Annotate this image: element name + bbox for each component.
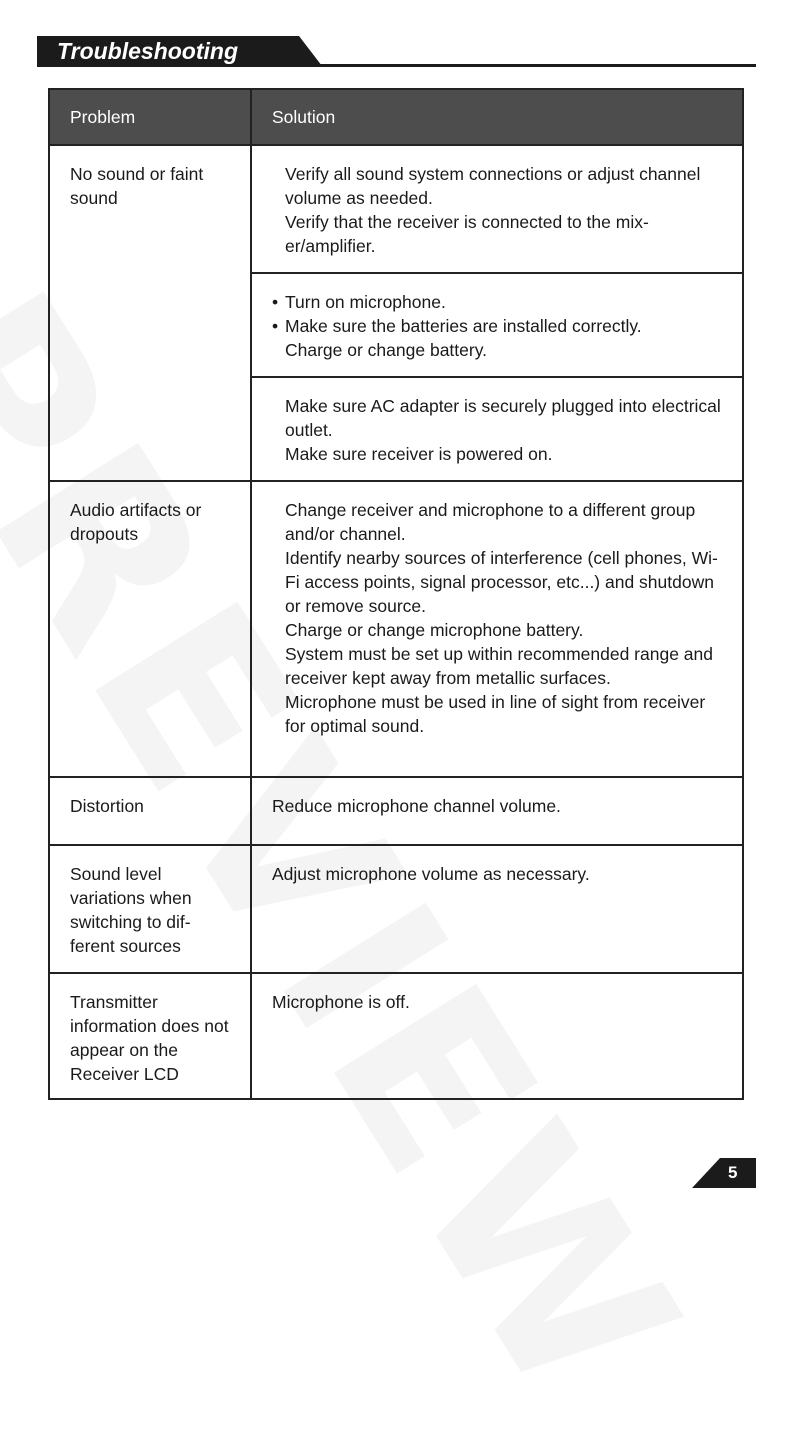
solution-item: Microphone must be used in line of sight from receiver for optimal sound. (285, 692, 706, 736)
table-row (49, 777, 743, 845)
table-row (49, 973, 743, 1099)
solution-item: Identify nearby sources of interference (cell phones, Wi-Fi access points, signal processor, etc...) and shutdown or remove source. (285, 548, 718, 616)
solution-cell (251, 273, 743, 377)
solution-item: Change receiver and microphone to a different group and/or channel. (285, 500, 696, 544)
solution-item: Charge or change microphone battery. (285, 620, 584, 640)
problem-cell: Transmitter information does not appear on the Receiver LCD (49, 973, 251, 1099)
problem-cell: No sound or faint sound (49, 145, 251, 481)
column-header-problem: Problem (49, 89, 251, 145)
solution-cell (251, 481, 743, 777)
solution-item: Make sure receiver is powered on. (285, 444, 553, 464)
page-number: 5 (728, 1163, 738, 1182)
solution-cell: Reduce microphone channel volume. (251, 777, 743, 845)
solution-item: • Make sure the batteries are installed correctly. (285, 314, 728, 338)
table-row (49, 481, 743, 777)
solution-item: Make sure AC adapter is securely plugged into electrical outlet. (285, 396, 721, 440)
section-title: Troubleshooting (57, 38, 239, 64)
table-header-row (49, 89, 743, 145)
problem-cell: Sound level variations when switching to dif-ferent sources (49, 845, 251, 973)
solution-item: Charge or change battery. (285, 340, 488, 360)
solution-cell (251, 145, 743, 273)
solution-item: System must be set up within recommended range and receiver kept away from metallic surfaces. (285, 644, 713, 688)
solution-item: • Turn on microphone. (285, 290, 728, 314)
table-row (49, 845, 743, 973)
problem-cell: Distortion (49, 777, 251, 845)
table-row (49, 145, 743, 273)
solution-cell (251, 377, 743, 481)
column-header-solution: Solution (251, 89, 743, 145)
problem-cell: Audio artifacts or dropouts (49, 481, 251, 777)
solution-item: Verify all sound system connections or adjust channel volume as needed. (285, 164, 701, 208)
solution-cell: Adjust microphone volume as necessary. (251, 845, 743, 973)
troubleshooting-table (48, 88, 744, 1100)
solution-cell: Microphone is off. (251, 973, 743, 1099)
solution-item: Verify that the receiver is connected to the mix-er/amplifier. (285, 212, 649, 256)
header-rule (37, 64, 756, 67)
